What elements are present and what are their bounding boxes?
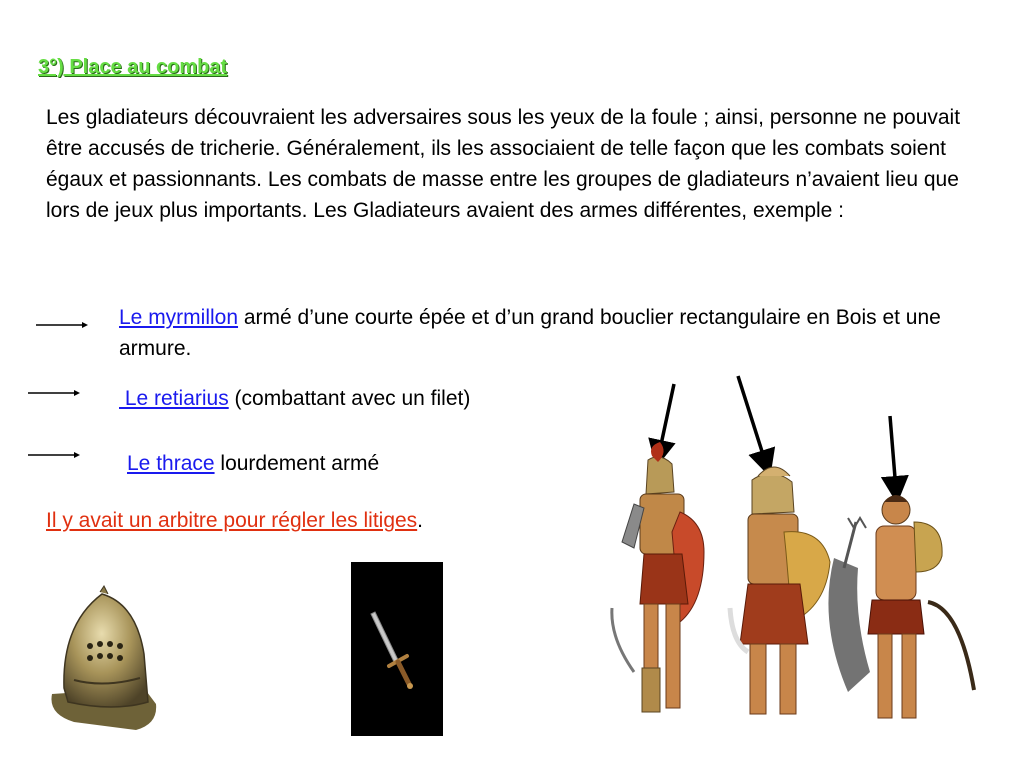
gladiators-illustration-icon (608, 372, 988, 736)
slide-title: 3°) Place au combat (38, 56, 228, 78)
arrow-icon (28, 386, 80, 400)
referee-note-end: . (417, 509, 424, 532)
retiarius-link[interactable]: Le retiarius (119, 387, 229, 410)
gladiator-helmet-icon (44, 584, 162, 734)
list-item-thrace (127, 448, 379, 479)
myrmillon-link[interactable]: Le myrmillon (119, 306, 239, 329)
arrow-icon (36, 318, 88, 332)
short-sword-icon (351, 562, 443, 736)
sword-image-box (351, 562, 443, 736)
list-item-myrmillon (119, 302, 1009, 364)
referee-note-link[interactable]: Il y avait un arbitre pour régler les litiges (46, 509, 418, 532)
retiarius-description: (combattant avec un filet) (228, 387, 471, 410)
list-item-retiarius (119, 383, 470, 414)
referee-note (46, 505, 423, 536)
intro-paragraph: Les gladiateurs découvraient les adversaires sous les yeux de la foule ; ainsi, personne ne pouvait être accusés de tricherie. Généralement, ils les associaient de telle façon que les combats soient égaux et passionnants. Les combats de masse entre les groupes de gladiateurs n’avaient lieu que lors de jeux plus importants. Les Gladiateurs avaient des armes différentes, exemple : (46, 106, 961, 222)
myrmillon-description: armé d’une courte épée et d’un grand bouclier rectangulaire en Bois et une armure. (119, 306, 941, 360)
thrace-link[interactable]: Le thrace (127, 452, 215, 475)
arrow-icon (28, 448, 80, 462)
thrace-description: lourdement armé (214, 452, 380, 475)
